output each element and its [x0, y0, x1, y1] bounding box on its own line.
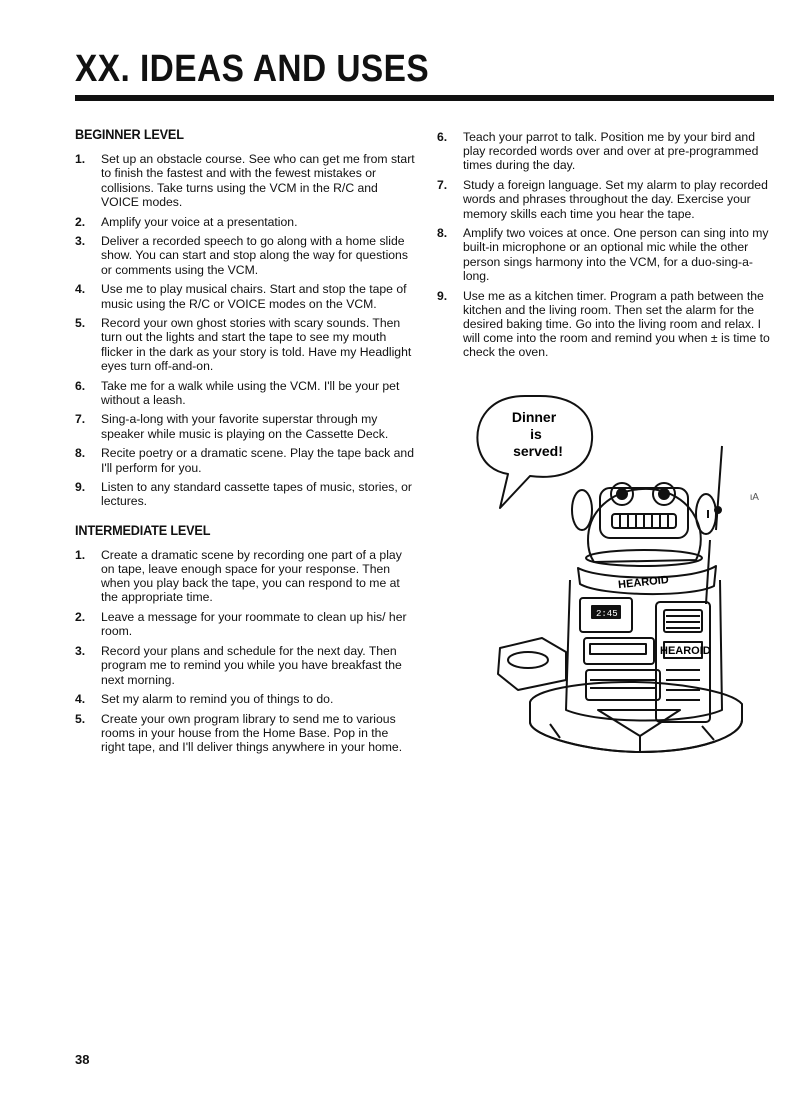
list-item: [75, 446, 415, 474]
page-title: XX. IDEAS AND USES: [75, 48, 430, 90]
scan-speck: ιA: [750, 492, 759, 503]
intermediate-list: [75, 548, 415, 755]
item-number: 2.: [75, 214, 86, 229]
list-item: [437, 130, 777, 173]
item-number: 5.: [75, 316, 86, 331]
item-text: Record your plans and schedule for the next day. Then program me to remind you while you have breakfast the next morning.: [101, 644, 402, 687]
robot-illustration: [470, 390, 770, 780]
item-number: 9.: [75, 480, 86, 495]
item-text: Create your own program library to send me to various rooms in your house from the Home Base. Pop in the right tape, and I'll deliver things anywhere in your home.: [101, 711, 403, 755]
item-number: 3.: [75, 234, 86, 249]
list-item: [75, 610, 415, 638]
page-number: 38: [75, 1052, 90, 1067]
list-item: [75, 316, 415, 373]
bubble-text-line1: Dinner: [511, 409, 557, 425]
list-item: [75, 692, 415, 706]
beginner-list-continued: [437, 130, 777, 360]
item-text: Listen to any standard cassette tapes of music, stories, or lectures.: [101, 480, 412, 509]
item-number: 2.: [75, 610, 86, 625]
beginner-list: [75, 152, 415, 508]
item-number: 6.: [75, 378, 86, 393]
item-text: Recite poetry or a dramatic scene. Play the tape back and I'll perform for you.: [101, 446, 414, 475]
item-text: Create a dramatic scene by recording one part of a play on tape, leave enough space for your response. Then when you play back the tape, you can respond to me at the appropriate time.: [101, 547, 402, 605]
list-item: [75, 712, 415, 755]
item-number: 9.: [437, 288, 448, 303]
item-number: 3.: [75, 644, 86, 659]
list-item: [75, 644, 415, 687]
list-item: [75, 480, 415, 508]
item-number: 5.: [75, 711, 86, 726]
item-text: Take me for a walk while using the VCM. I'll be your pet without a leash.: [101, 378, 400, 407]
brand-label-collar: HEAROID: [617, 574, 670, 592]
list-item: [75, 548, 415, 605]
item-number: 4.: [75, 282, 86, 297]
item-text: Amplify your voice at a presentation.: [101, 214, 298, 229]
list-item: [437, 178, 777, 221]
item-number: 7.: [437, 178, 448, 193]
item-text: Study a foreign language. Set my alarm to play recorded words and phrases throughout the day. Exercise your memory skills each time you hear the tape.: [463, 178, 768, 221]
bubble-text-line2: is: [530, 426, 542, 442]
list-item: [75, 152, 415, 209]
item-number: 7.: [75, 412, 86, 427]
title-rule: [75, 95, 774, 101]
list-item: [437, 289, 777, 360]
item-number: 4.: [75, 692, 86, 707]
list-item: [75, 234, 415, 277]
beginner-heading: BEGINNER LEVEL: [75, 127, 184, 142]
list-item: [75, 215, 415, 229]
item-text: Teach your parrot to talk. Position me by your bird and play recorded words over and over at pre-programmed times during the day.: [463, 130, 759, 173]
right-column: [437, 130, 777, 365]
item-text: Use me as a kitchen timer. Program a path between the kitchen and the living room. Then set the alarm for the desired baking time. Go into the living room and relax. I will come into the room and remind you when ± is time to check the oven.: [463, 288, 770, 360]
item-number: 1.: [75, 547, 86, 562]
item-text: Record your own ghost stories with scary sounds. Then turn out the lights and start the tape to see my mouth flicker in the dark as your story is told. Have my Headlight eyes turn off-and-on.: [101, 316, 412, 373]
robot-ear-right: [696, 494, 716, 534]
robot-ear-left: [572, 490, 592, 530]
item-number: 6.: [437, 130, 448, 144]
list-item: [75, 412, 415, 440]
list-item: [75, 379, 415, 407]
list-item: [75, 282, 415, 310]
item-text: Sing-a-long with your favorite superstar through my speaker while music is playing on the Cassette Deck.: [101, 412, 389, 441]
brand-label-remote: HEAROID: [660, 645, 711, 657]
clock-display: 2:45: [596, 609, 618, 619]
intermediate-heading: INTERMEDIATE LEVEL: [75, 522, 211, 538]
item-text: Set my alarm to remind you of things to do.: [101, 692, 334, 707]
item-text: Set up an obstacle course. See who can get me from start to finish the fastest and with the fewest mistakes or collisions. Take turns using the VCM in the R/C and VOICE modes.: [101, 152, 415, 209]
bubble-text-line3: served!: [513, 443, 563, 459]
item-number: 8.: [75, 446, 86, 461]
item-text: Amplify two voices at once. One person can sing into my built-in microphone or an optional mic while the other person sings harmony into the VCM, for a duo-sing-a-long.: [463, 226, 769, 283]
left-column: [75, 128, 415, 760]
item-text: Deliver a recorded speech to go along with a home slide show. You can start and stop along the way for questions or comments using the VCM.: [101, 234, 408, 277]
item-text: Use me to play musical chairs. Start and stop the tape of music using the R/C or VOICE modes on the VCM.: [101, 282, 407, 311]
item-text: Leave a message for your roommate to clean up his/ her room.: [101, 610, 407, 639]
item-number: 1.: [75, 152, 86, 167]
list-item: [437, 226, 777, 283]
item-number: 8.: [437, 226, 448, 241]
